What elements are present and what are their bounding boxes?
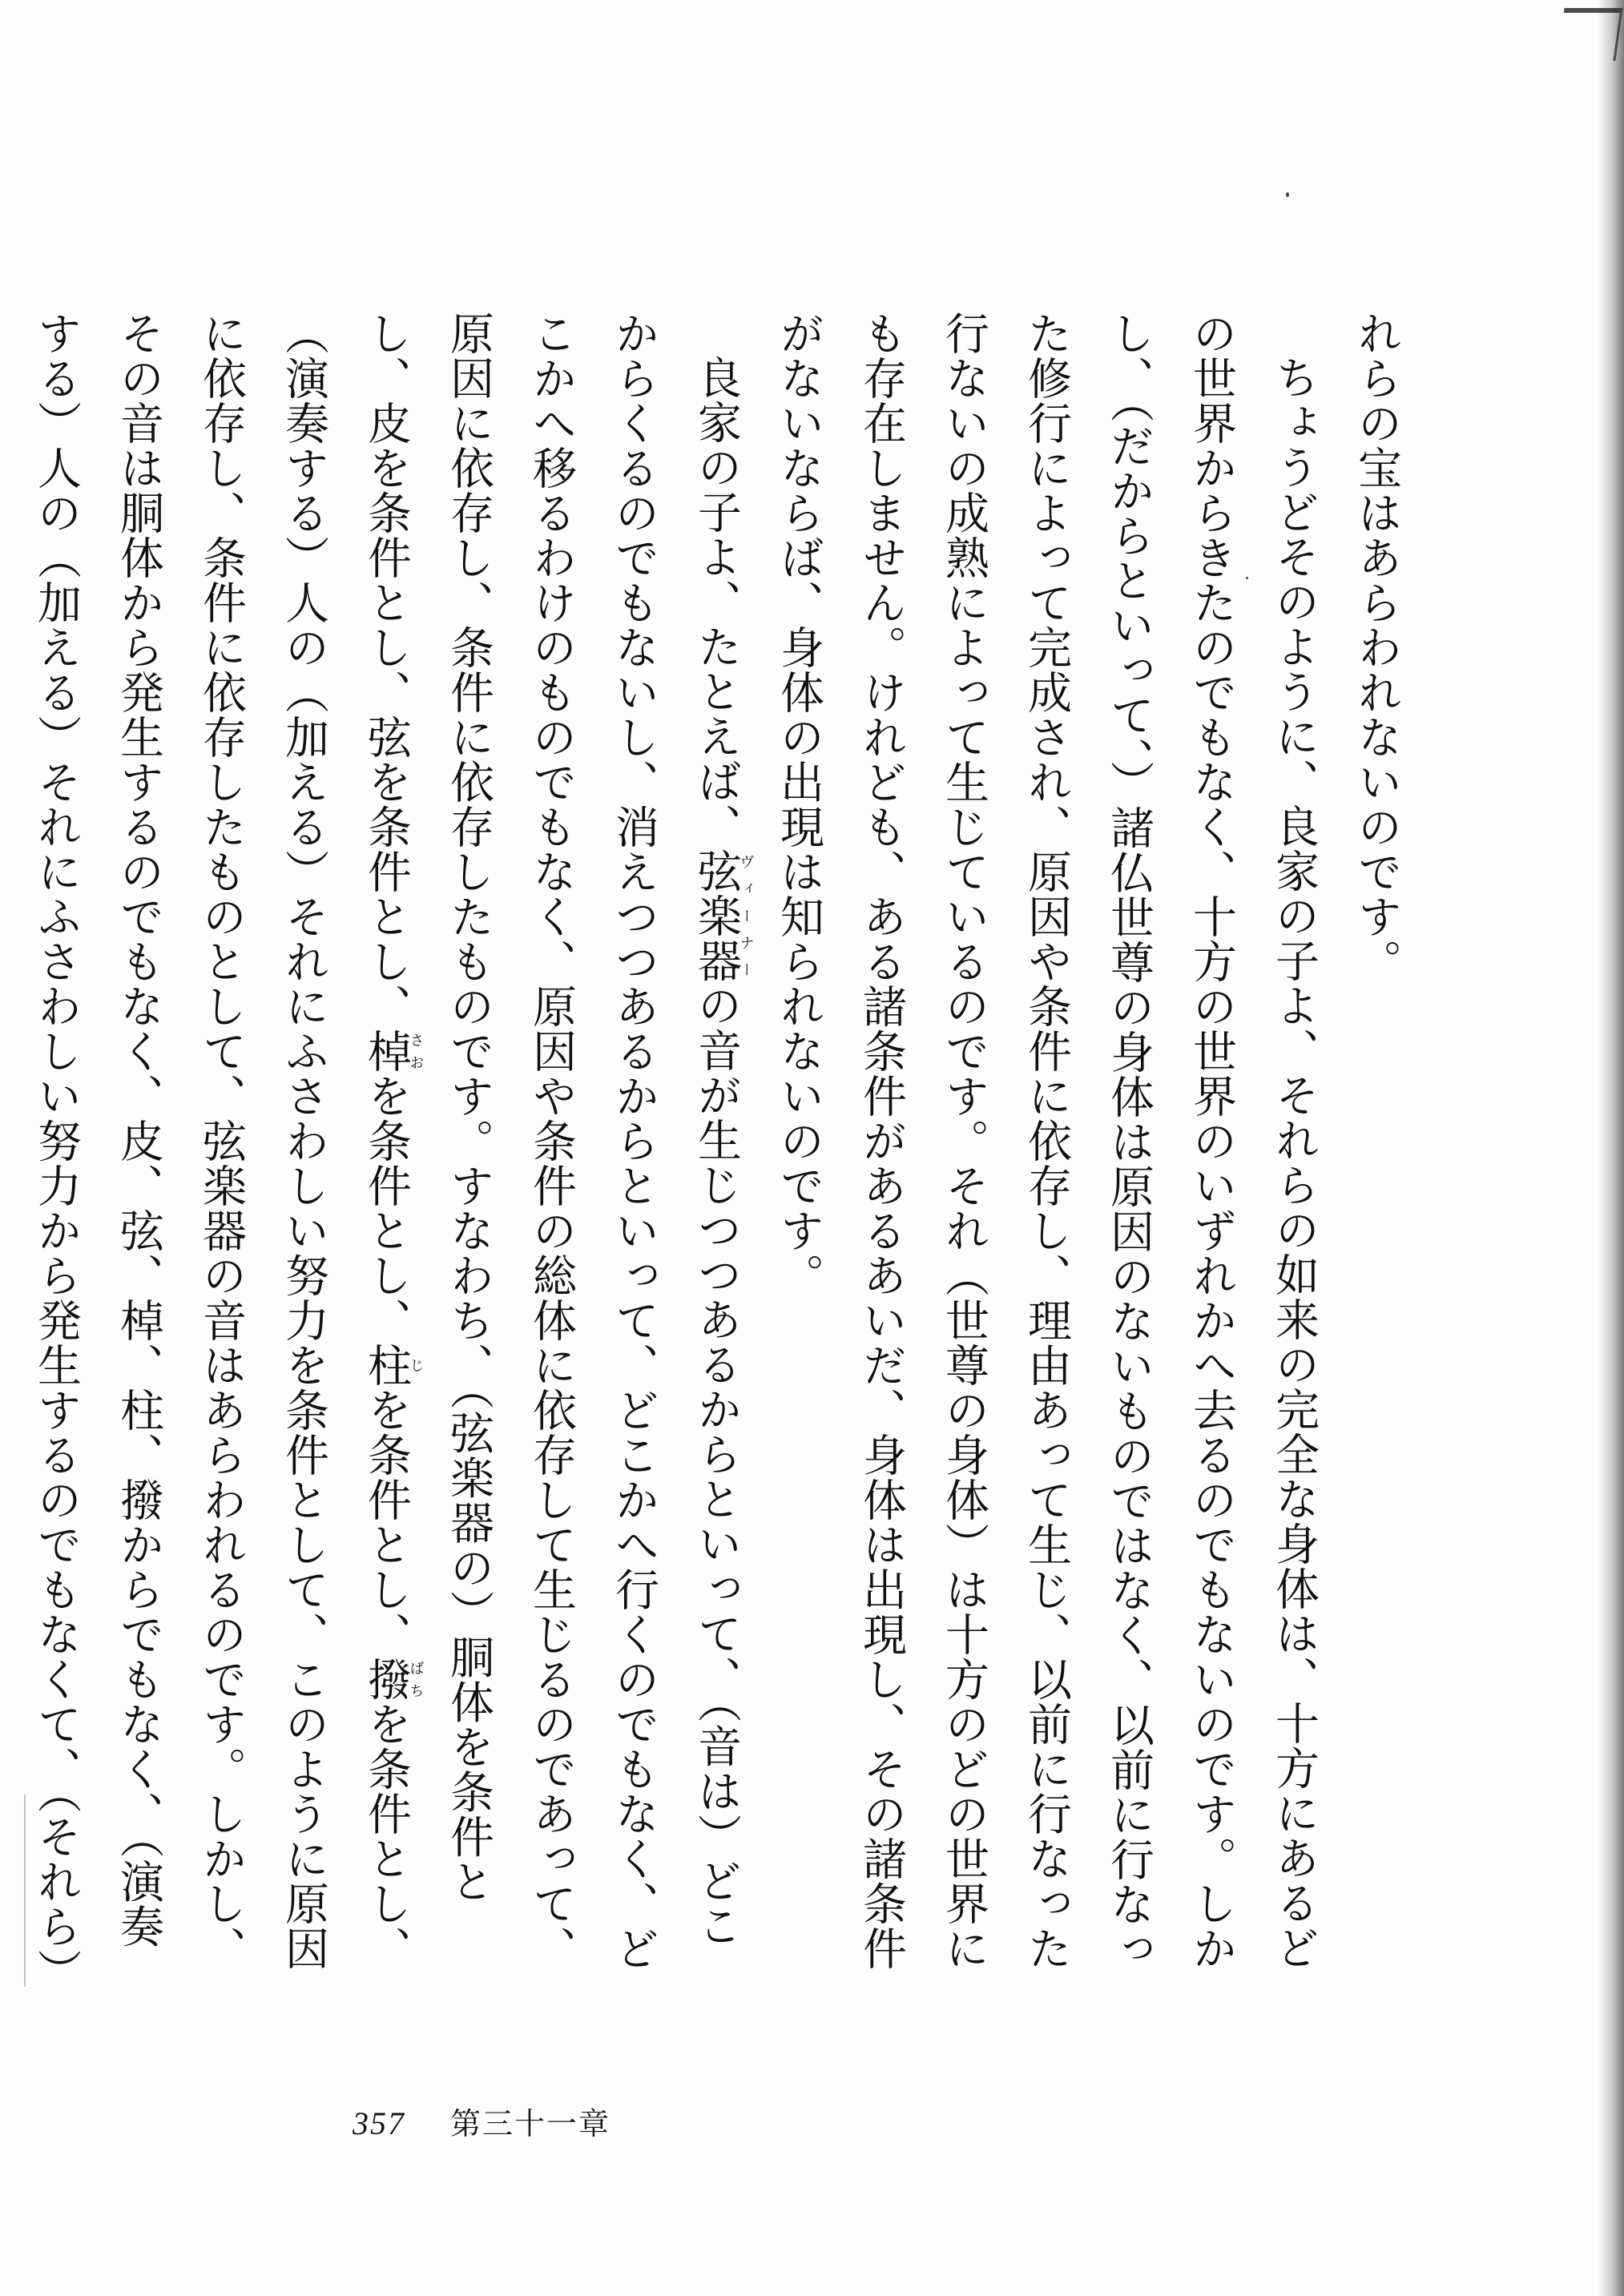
ruby-vina: 弦楽器ヴィーナー [691, 848, 755, 983]
paragraph-text: ちょうどそのように、良家の子よ、それらの如来の完全な身体は、十方にあるどの世界からきたのでもなく、十方の世界のいずれかへ去るのでもないのです。しかし、（だからといって、）諸仏世尊の身体は原因のないものではなく、以前に行なった修行によって完成され、原因や条件に依存し、理由あって生じ、以前に行なった行ないの成熟によって生じているのです。それ（世尊の身体）は十方のどの世界にも存在しません。けれども、ある諸条件があるあいだ、身体は出現し、その諸条件がないならば、身体の出現は知られないのです。 [773, 311, 1320, 1972]
paragraph-text: の音が生じつつあるからといって、（音は）どこからくるのでもないし、消えつつあるからといって、どこかへ行くのでもなく、どこかへ移るわけのものでもなく、原因や条件の総体に依存して生じるのであって、原因に依存し、条件に依存したものです。すなわち、（弦楽器の）胴体を条件とし、皮を条件とし、弦を条件とし、 [361, 311, 742, 1971]
paragraph-text: れらの宝はあらわれないのです。 [1351, 311, 1402, 984]
paragraph-continuation [1335, 311, 1417, 1989]
page-number: 357 [353, 2105, 405, 2141]
paragraph-text: を条件とし、（演奏する）人の（加える）それにふさわしい努力を条件として、このように原因に依存し、条件に依存したものとして、弦楽器の音はあらわれるのです。しかし、その音は胴体から発生するのでもなく、皮、弦、棹、柱、撥からでもなく、（演奏する）人の（加える）それにふさわしい努力から発生するのでもなくて、（それら） [30, 311, 412, 1972]
scan-speck [1286, 192, 1289, 197]
furigana: じ [407, 1343, 425, 1388]
furigana: ばち [407, 1657, 425, 1702]
ruby-ji: 柱じ [361, 1343, 425, 1388]
scan-corner-mark [1557, 8, 1622, 61]
scan-edge-shadow [1597, 0, 1624, 2296]
chapter-title: 第三十一章 [450, 2106, 611, 2141]
paragraph-vina-analogy [0, 311, 757, 1989]
furigana: ヴィーナー [737, 848, 755, 983]
paragraph-tathagata-body [757, 311, 1335, 1989]
paragraph-text: を条件とし、 [361, 1388, 412, 1657]
paragraph-text: を条件とし、 [361, 1073, 412, 1343]
ruby-sao: 棹さお [361, 1029, 425, 1073]
body-text [30, 311, 1417, 1989]
furigana: さお [407, 1029, 425, 1073]
paragraph-text: 良家の子よ、たとえば、 [691, 355, 742, 848]
ruby-bachi: 撥ばち [361, 1657, 425, 1702]
page-footer [353, 2099, 611, 2143]
